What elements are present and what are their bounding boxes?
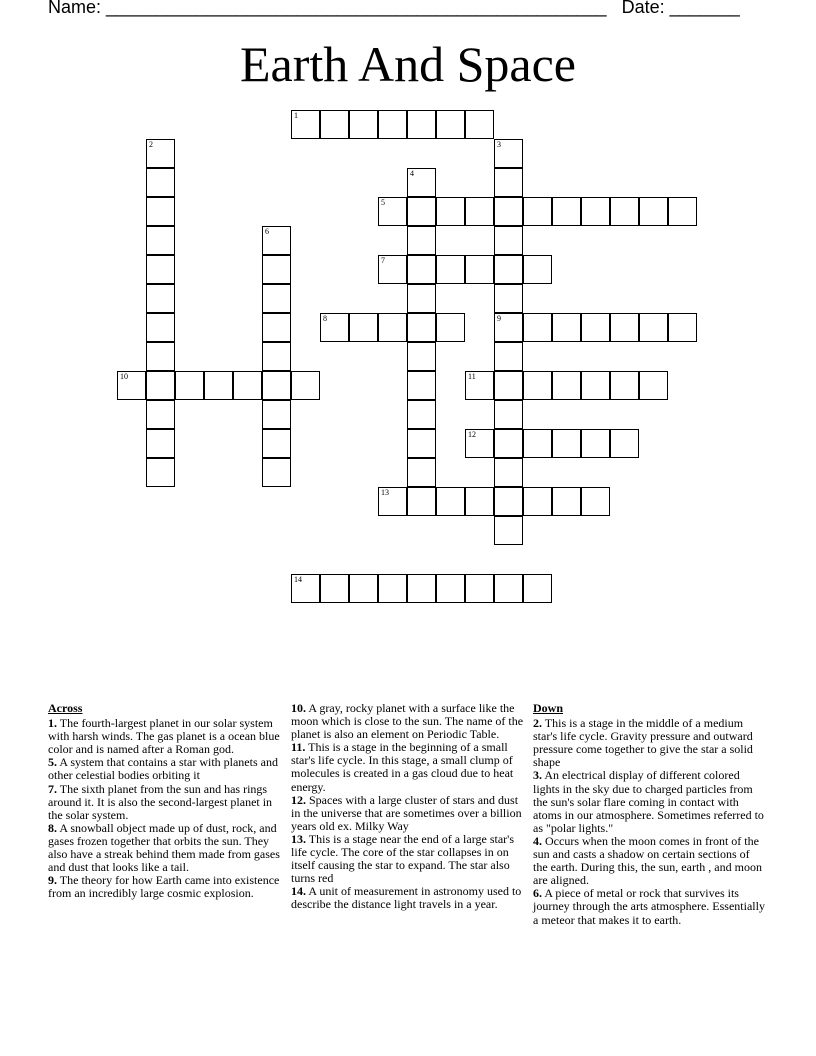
clue-item — [291, 794, 525, 833]
grid-cell[interactable] — [146, 139, 175, 168]
grid-cell[interactable] — [262, 226, 291, 255]
grid-cell[interactable] — [436, 487, 465, 516]
grid-cell[interactable] — [349, 313, 378, 342]
clue-item-number: 4. — [533, 833, 542, 848]
grid-cell[interactable] — [117, 371, 146, 400]
grid-cell[interactable] — [552, 197, 581, 226]
grid-cell[interactable] — [552, 429, 581, 458]
grid-cell[interactable] — [494, 487, 523, 516]
grid-cell[interactable] — [610, 429, 639, 458]
grid-cell[interactable] — [378, 313, 407, 342]
grid-cell[interactable] — [146, 371, 175, 400]
grid-cell[interactable] — [291, 371, 320, 400]
clue-item-text: The fourth-largest planet in our solar system with harsh winds. The gas planet is a ocean blue color and is named after a Roman god. — [48, 716, 280, 757]
grid-cell[interactable] — [436, 313, 465, 342]
clue-item — [533, 835, 767, 887]
grid-cell[interactable] — [494, 371, 523, 400]
clue-item-number: 14. — [291, 884, 306, 899]
across-clue-list-continued — [291, 702, 525, 912]
grid-cell[interactable] — [523, 371, 552, 400]
grid-cell[interactable] — [291, 110, 320, 139]
clue-number: 12 — [468, 430, 476, 439]
clue-item-text: The sixth planet from the sun and has rings around it. It is also the second-largest planet in the solar system. — [48, 781, 273, 822]
clue-item-number: 2. — [533, 716, 542, 731]
clues-column-2 — [291, 702, 525, 912]
grid-cell[interactable] — [610, 197, 639, 226]
grid-cell[interactable] — [581, 197, 610, 226]
grid-cell[interactable] — [465, 255, 494, 284]
clue-item-text: A gray, rocky planet with a surface like the moon which is close to the sun. The name of the planet is also an element on Periodic Table. — [291, 701, 524, 742]
grid-cell[interactable] — [465, 371, 494, 400]
grid-cell[interactable] — [610, 313, 639, 342]
grid-cell[interactable] — [378, 255, 407, 284]
grid-cell[interactable] — [523, 313, 552, 342]
grid-cell[interactable] — [262, 255, 291, 284]
clue-item-text: An electrical display of different colored lights in the sky due to charged particles from the sun's solar flare coming in contact with atoms in our atmosphere. Sometimes referred to as "polar lights." — [533, 768, 764, 835]
grid-cell[interactable] — [146, 458, 175, 487]
clue-number: 6 — [265, 227, 269, 236]
clue-number: 13 — [381, 488, 389, 497]
clue-item-text: Occurs when the moon comes in front of the sun and casts a shadow on certain sections of the earth. During this, the sun, earth , and moon are aligned. — [533, 833, 762, 888]
clue-number: 5 — [381, 198, 385, 207]
grid-cell[interactable] — [146, 342, 175, 371]
clue-item-text: Spaces with a large cluster of stars and dust in the universe that are sometimes over a billion years old ex. Milky Way — [291, 792, 522, 833]
clue-item — [48, 874, 282, 900]
grid-cell[interactable] — [610, 371, 639, 400]
clue-item-number: 10. — [291, 701, 306, 715]
grid-cell[interactable] — [494, 197, 523, 226]
grid-cell[interactable] — [349, 574, 378, 603]
grid-cell[interactable] — [262, 400, 291, 429]
grid-cell[interactable] — [407, 371, 436, 400]
clue-item-number: 6. — [533, 886, 542, 901]
clue-item — [48, 717, 282, 756]
clue-number: 11 — [468, 372, 476, 381]
grid-cell[interactable] — [320, 110, 349, 139]
grid-cell[interactable] — [146, 313, 175, 342]
grid-cell[interactable] — [465, 574, 494, 603]
clue-item-number: 12. — [291, 792, 306, 807]
clue-item-text: A system that contains a star with planets and other celestial bodies orbiting it — [48, 755, 278, 783]
puzzle-title: Earth And Space — [239, 36, 576, 92]
grid-cell[interactable] — [407, 168, 436, 197]
clue-item — [533, 887, 767, 926]
grid-cell[interactable] — [523, 487, 552, 516]
grid-cell[interactable] — [436, 110, 465, 139]
grid-cell[interactable] — [378, 197, 407, 226]
clue-item — [291, 885, 525, 911]
grid-cell[interactable] — [494, 400, 523, 429]
grid-cell[interactable] — [262, 342, 291, 371]
clue-item-text: This is a stage in the middle of a medium star's life cycle. Gravity pressure and outward pressure come together to give the star a solid shape — [533, 716, 753, 770]
grid-cell[interactable] — [378, 487, 407, 516]
across-heading: Across — [48, 701, 83, 715]
grid-cell[interactable] — [407, 574, 436, 603]
date-line[interactable]: _______ — [669, 0, 740, 17]
grid-cell[interactable] — [378, 110, 407, 139]
grid-cell[interactable] — [494, 516, 523, 545]
grid-cell[interactable] — [523, 255, 552, 284]
grid-cell[interactable] — [146, 429, 175, 458]
grid-cell[interactable] — [146, 255, 175, 284]
grid-cell[interactable] — [639, 371, 668, 400]
clue-number: 1 — [294, 111, 298, 120]
clue-item-number: 8. — [48, 820, 57, 835]
clue-number: 2 — [149, 140, 153, 149]
grid-cell[interactable] — [523, 574, 552, 603]
grid-cell[interactable] — [407, 284, 436, 313]
grid-cell[interactable] — [494, 139, 523, 168]
grid-cell[interactable] — [204, 371, 233, 400]
grid-cell[interactable] — [523, 429, 552, 458]
clue-item — [291, 833, 525, 885]
grid-cell[interactable] — [465, 487, 494, 516]
grid-cell[interactable] — [465, 197, 494, 226]
clue-item-number: 13. — [291, 831, 306, 846]
grid-cell[interactable] — [407, 110, 436, 139]
clue-number: 7 — [381, 256, 385, 265]
clues-column-1 — [48, 702, 282, 900]
clue-item-text: This is a stage in the beginning of a small star's life cycle. In this stage, a small clump of molecules is created in a gas cloud due to heat energy. — [291, 740, 514, 794]
clue-number: 10 — [120, 372, 128, 381]
name-line[interactable]: __________________________________________________ — [106, 0, 607, 17]
clues-column-3 — [533, 702, 767, 927]
clue-item-number: 1. — [48, 716, 57, 731]
grid-cell[interactable] — [407, 429, 436, 458]
grid-cell[interactable] — [494, 429, 523, 458]
clue-number: 9 — [497, 314, 501, 323]
clue-item-number: 7. — [48, 781, 57, 796]
clue-item — [291, 702, 525, 741]
clue-number: 4 — [410, 169, 414, 178]
clue-item — [48, 783, 282, 822]
grid-cell[interactable] — [494, 284, 523, 313]
clue-item-number: 9. — [48, 873, 57, 888]
grid-cell[interactable] — [523, 197, 552, 226]
grid-cell[interactable] — [407, 313, 436, 342]
grid-cell[interactable] — [465, 110, 494, 139]
grid-cell[interactable] — [262, 371, 291, 400]
grid-cell[interactable] — [291, 574, 320, 603]
grid-cell[interactable] — [581, 313, 610, 342]
clue-item — [48, 822, 282, 874]
grid-cell[interactable] — [465, 429, 494, 458]
grid-cell[interactable] — [146, 284, 175, 313]
grid-cell[interactable] — [436, 197, 465, 226]
grid-cell[interactable] — [407, 400, 436, 429]
down-clue-list — [533, 717, 767, 927]
grid-cell[interactable] — [494, 255, 523, 284]
clue-number: 3 — [497, 140, 501, 149]
grid-cell[interactable] — [494, 226, 523, 255]
name-label: Name: — [48, 0, 102, 17]
clue-item-text: The theory for how Earth came into existence from an incredibly large cosmic explosion. — [48, 873, 280, 901]
grid-cell[interactable] — [639, 313, 668, 342]
grid-cell[interactable] — [581, 487, 610, 516]
grid-cell[interactable] — [668, 313, 697, 342]
grid-cell[interactable] — [407, 458, 436, 487]
grid-cell[interactable] — [320, 574, 349, 603]
grid-cell[interactable] — [494, 313, 523, 342]
grid-cell[interactable] — [407, 255, 436, 284]
grid-cell[interactable] — [320, 313, 349, 342]
grid-cell[interactable] — [146, 197, 175, 226]
across-clue-list — [48, 717, 282, 900]
grid-cell[interactable] — [146, 400, 175, 429]
clue-item-number: 5. — [48, 755, 57, 770]
clue-item — [533, 769, 767, 834]
clue-item-number: 3. — [533, 768, 542, 783]
clue-number: 8 — [323, 314, 327, 323]
grid-cell[interactable] — [552, 487, 581, 516]
grid-cell[interactable] — [552, 371, 581, 400]
clue-item-number: 11. — [291, 740, 306, 755]
grid-cell[interactable] — [349, 110, 378, 139]
grid-cell[interactable] — [262, 284, 291, 313]
grid-cell[interactable] — [494, 458, 523, 487]
clue-item — [533, 717, 767, 769]
grid-cell[interactable] — [407, 487, 436, 516]
grid-cell[interactable] — [262, 313, 291, 342]
grid-cell[interactable] — [436, 574, 465, 603]
grid-cell[interactable] — [262, 429, 291, 458]
grid-cell[interactable] — [494, 342, 523, 371]
date-label: Date: — [621, 0, 665, 17]
grid-cell[interactable] — [233, 371, 262, 400]
grid-cell[interactable] — [146, 168, 175, 197]
clue-item-text: A piece of metal or rock that survives its journey through the arts atmosphere. Essentially a meteor that makes it to earth. — [533, 886, 765, 927]
grid-cell[interactable] — [378, 574, 407, 603]
clue-item-text: A unit of measurement in astronomy used to describe the distance light travels in a year. — [291, 884, 522, 912]
grid-cell[interactable] — [262, 458, 291, 487]
grid-cell[interactable] — [581, 371, 610, 400]
clue-item-text: This is a stage near the end of a large star's life cycle. The core of the star collapses in on itself causing the star to expand. The star also turns red — [291, 831, 514, 886]
grid-cell[interactable] — [407, 197, 436, 226]
grid-cell[interactable] — [407, 226, 436, 255]
grid-cell[interactable] — [639, 197, 668, 226]
clue-item — [291, 741, 525, 793]
grid-cell[interactable] — [552, 313, 581, 342]
clue-number: 14 — [294, 575, 302, 584]
down-heading: Down — [533, 701, 564, 715]
grid-cell[interactable] — [436, 255, 465, 284]
grid-cell[interactable] — [175, 371, 204, 400]
clue-item — [48, 756, 282, 782]
grid-cell[interactable] — [146, 226, 175, 255]
grid-cell[interactable] — [494, 574, 523, 603]
clue-item-text: A snowball object made up of dust, rock, and gases frozen together that orbits the sun. They also have a streak behind them made from gases and dust that looks like a tail. — [48, 820, 280, 875]
grid-cell[interactable] — [407, 342, 436, 371]
grid-cell[interactable] — [668, 197, 697, 226]
grid-cell[interactable] — [494, 168, 523, 197]
grid-cell[interactable] — [581, 429, 610, 458]
